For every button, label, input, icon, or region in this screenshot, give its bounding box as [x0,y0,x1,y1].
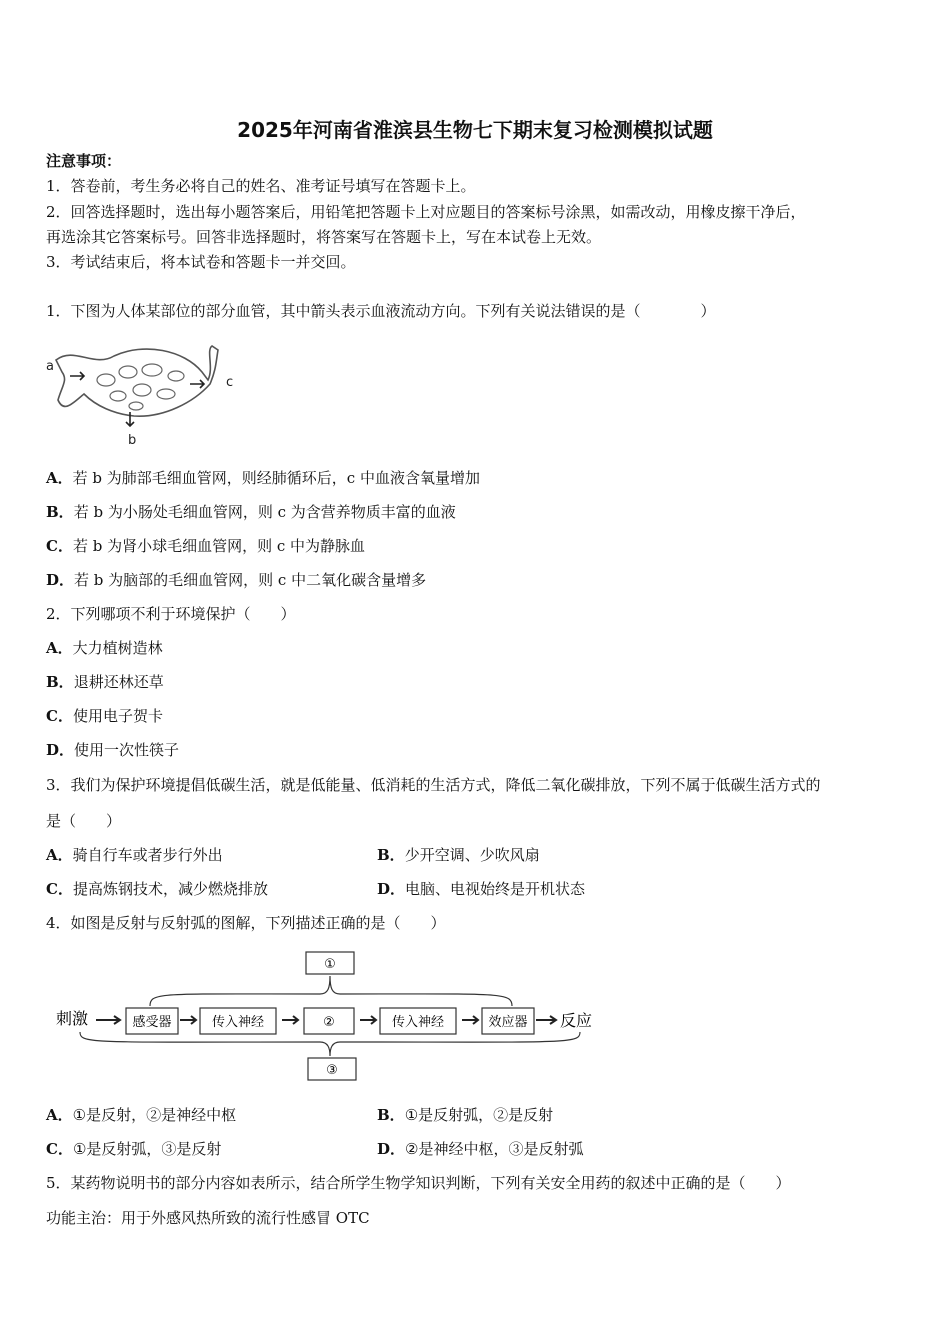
q4-option-a [46,1106,236,1124]
q4-option-c [46,1140,221,1158]
q2-stem: 2．下列哪项不利于环境保护（ ） [46,605,296,623]
center-label: ② [323,1015,335,1030]
option-text: 电脑、电视始终是开机状态 [405,880,586,898]
option-key: A． [46,1106,73,1124]
bottom-label: ③ [326,1063,338,1078]
efferent-nerve-label: 传入神经 [391,1015,445,1030]
receptor-label: 感受器 [132,1015,172,1030]
option-key: D． [46,571,75,589]
vessel-hole [133,384,151,396]
q2-option-d [46,741,179,759]
q1-option-b [46,503,456,521]
q3-option-a [46,846,223,864]
q4-option-b [377,1106,553,1124]
option-key: B． [46,673,74,691]
reflex-arc-diagram [50,948,610,1088]
q4-stem: 4．如图是反射与反射弧的图解，下列描述正确的是（ ） [46,914,446,932]
flow-arrow-icon [190,380,204,388]
q3-option-c [46,880,268,898]
vessel-hole [110,391,126,401]
q5-drug-info: 功能主治：用于外感风热所致的流行性感冒 OTC [46,1209,370,1227]
page-title: 2025年河南省淮滨县生物七下期末复习检测模拟试题 [237,118,713,142]
response-label: 反应 [560,1011,593,1030]
vessel-hole [142,364,162,376]
effector-label: 效应器 [488,1015,528,1030]
label-a: a [46,359,54,374]
option-key: A． [46,846,73,864]
option-key: C． [46,537,73,555]
notice-item: 1．答卷前，考生务必将自己的姓名、准考证号填写在答题卡上。 [46,177,476,195]
option-text: 退耕还林还草 [73,673,164,691]
option-text: 大力植树造林 [72,639,163,657]
option-key: B． [377,846,405,864]
q3-option-d [377,880,585,898]
q2-option-b [46,673,164,691]
notice-item: 再选涂其它答案标号。回答非选择题时，将答案写在答题卡上，写在本试卷上无效。 [46,228,602,246]
option-text: ①是反射，②是神经中枢 [72,1106,237,1124]
flow-arrow-icon [126,412,134,426]
arrow-icon [536,1016,556,1024]
q1-option-d [46,571,426,589]
top-label: ① [324,957,336,972]
label-b: b [128,433,137,448]
arrow-icon [282,1016,298,1024]
flow-arrow-icon [70,372,84,380]
notice-item: 3．考试结束后，将本试卷和答题卡一并交回。 [46,253,356,271]
option-text: 骑自行车或者步行外出 [72,846,223,864]
option-key: A． [46,639,73,657]
vessel-hole [168,371,184,381]
vessel-hole [119,366,137,378]
option-key: D． [377,880,406,898]
option-key: A． [46,469,73,487]
option-text: 若 b 为肾小球毛细血管网，则 c 中为静脉血 [72,537,366,555]
label-c: c [226,375,234,390]
q3-stem: 3．我们为保护环境提倡低碳生活，就是低能量、低消耗的生活方式，降低二氧化碳排放，下列不属于低碳生活方式的 [46,776,821,794]
vessel-hole [129,402,143,410]
vessel-hole [97,374,115,386]
option-text: ①是反射弧，③是反射 [72,1140,222,1158]
option-key: B． [377,1106,405,1124]
q4-option-d [377,1140,583,1158]
option-key: B． [46,503,74,521]
option-text: ②是神经中枢，③是反射弧 [405,1140,584,1158]
vessel-outline [56,346,218,416]
q3-stem-continued: 是（ ） [46,812,122,830]
arrow-icon [462,1016,478,1024]
bottom-brace [80,1032,580,1056]
notice-heading: 注意事项： [46,152,122,170]
arrow-icon [96,1016,120,1024]
stimulus-label: 刺激 [56,1009,89,1028]
arrow-icon [180,1016,196,1024]
option-key: C． [46,707,73,725]
option-text: 若 b 为小肠处毛细血管网，则 c 为含营养物质丰富的血液 [73,503,456,521]
top-brace [150,976,512,1006]
option-key: D． [46,741,75,759]
vessel-hole [157,389,175,399]
q1-option-a [46,469,480,487]
option-key: C． [46,1140,73,1158]
option-key: C． [46,880,73,898]
option-text: 若 b 为肺部毛细血管网，则经肺循环后，c 中血液含氧量增加 [72,469,480,487]
q1-option-c [46,537,365,555]
option-text: ①是反射弧，②是反射 [404,1106,554,1124]
option-text: 若 b 为脑部的毛细血管网，则 c 中二氧化碳含量增多 [74,571,427,589]
q5-stem: 5．某药物说明书的部分内容如表所示，结合所学生物学知识判断，下列有关安全用药的叙述中正确的是（ ） [46,1174,791,1192]
option-text: 提高炼钢技术，减少燃烧排放 [72,880,268,898]
option-text: 使用一次性筷子 [74,741,180,759]
q3-option-b [377,846,540,864]
q1-stem: 1．下图为人体某部位的部分血管，其中箭头表示血液流动方向。下列有关说法错误的是（ ） [46,302,716,320]
option-text: 少开空调、少吹风扇 [404,846,540,864]
q2-option-c [46,707,163,725]
option-key: D． [377,1140,406,1158]
arrow-icon [360,1016,376,1024]
afferent-nerve-label: 传入神经 [211,1015,265,1030]
option-text: 使用电子贺卡 [72,707,163,725]
q2-option-a [46,639,163,657]
blood-vessel-figure [44,340,244,448]
notice-item: 2．回答选择题时，选出每小题答案后，用铅笔把答题卡上对应题目的答案标号涂黑，如需改动，用橡皮擦干净后， [46,203,806,221]
